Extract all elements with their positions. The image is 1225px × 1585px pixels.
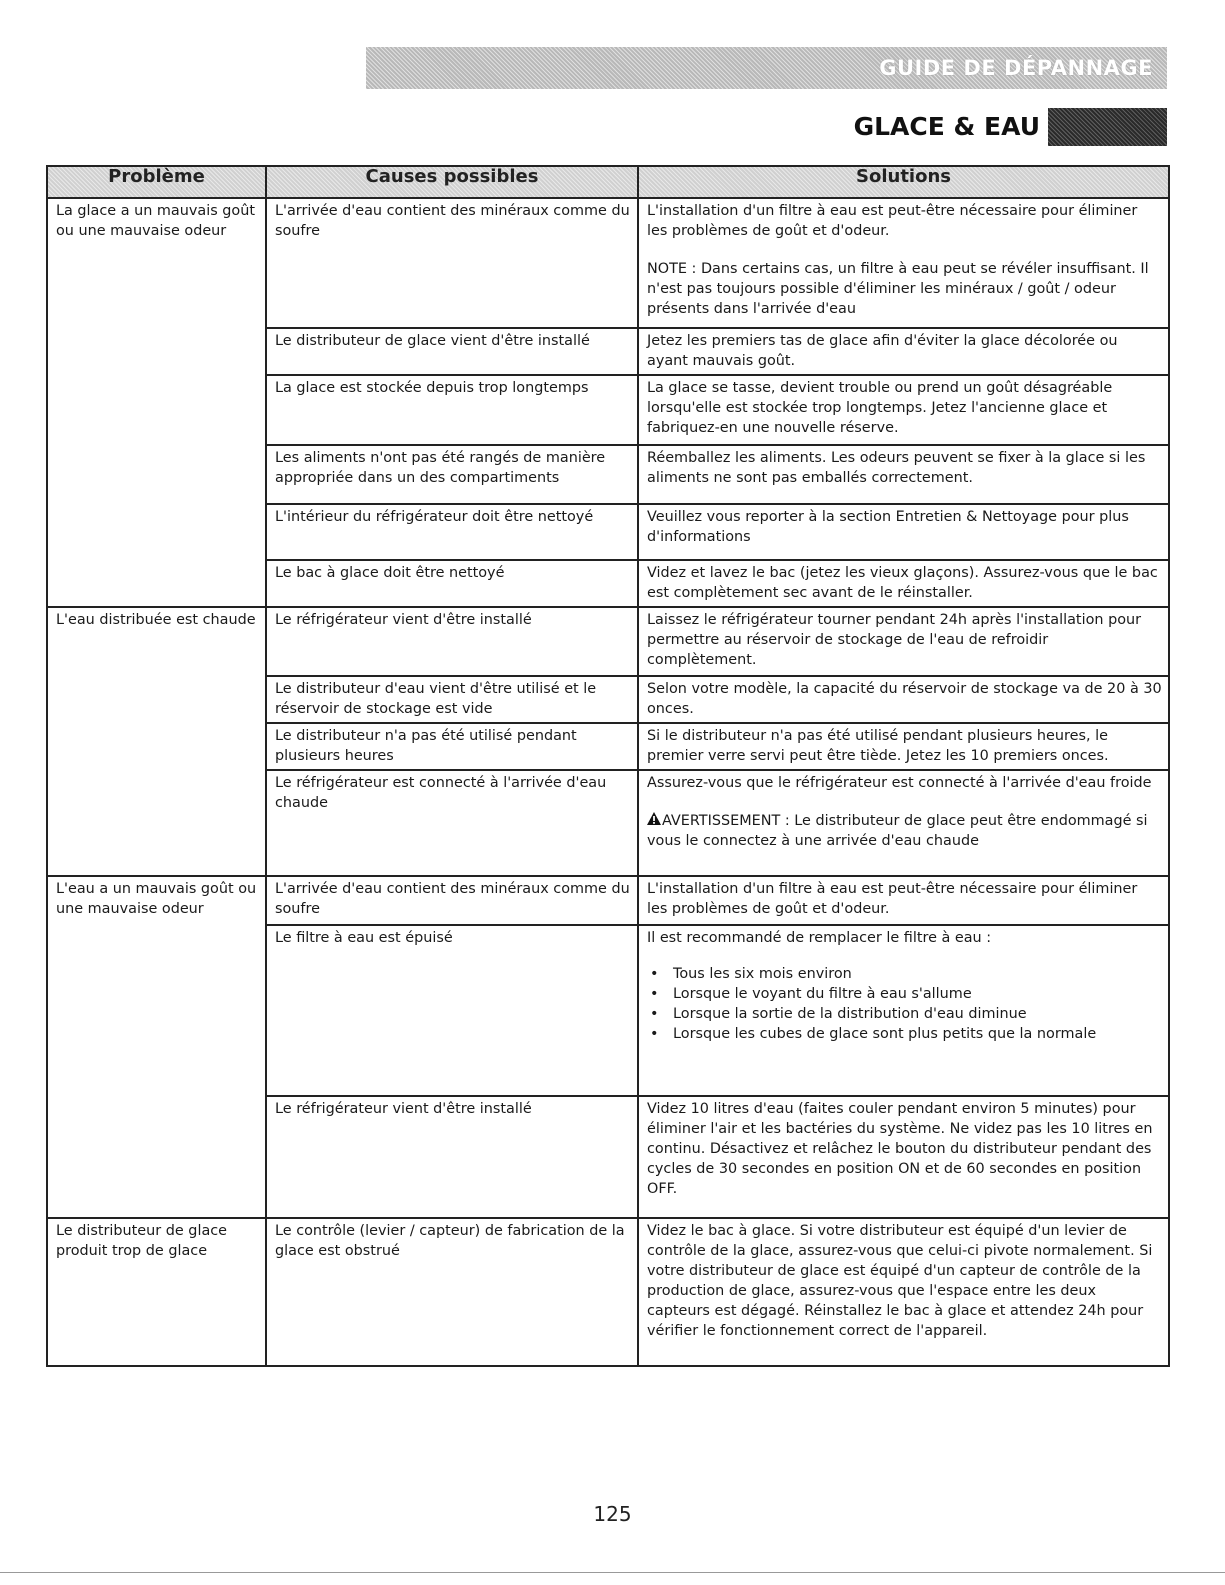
- table-header-row: [47, 166, 1169, 198]
- header-solutions: Solutions: [638, 166, 1169, 198]
- problem-text: Le distributeur de glace produit trop de glace: [56, 1223, 228, 1259]
- cause-text: Le distributeur de glace vient d'être installé: [275, 333, 590, 349]
- table-row: [47, 876, 1169, 925]
- problem-cell: [47, 1218, 266, 1366]
- warning-icon: [647, 811, 661, 831]
- cause-text: Le réfrigérateur vient d'être installé: [275, 612, 532, 628]
- list-item: • Lorsque la sortie de la distribution d'eau diminue: [673, 1004, 1162, 1024]
- cause-cell: [266, 676, 638, 723]
- solution-text: Réemballez les aliments. Les odeurs peuvent se fixer à la glace si les aliments ne sont pas emballés correctement.: [647, 450, 1146, 486]
- problem-cell: [47, 607, 266, 876]
- solution-bullet-list: [647, 964, 1162, 1044]
- cause-text: Le contrôle (levier / capteur) de fabrication de la glace est obstrué: [275, 1223, 625, 1259]
- solution-cell: [638, 876, 1169, 925]
- cause-cell: [266, 607, 638, 676]
- header-problem: Problème: [47, 166, 266, 198]
- cause-text: Le distributeur n'a pas été utilisé pendant plusieurs heures: [275, 728, 577, 764]
- header-causes: Causes possibles: [266, 166, 638, 198]
- solution-text: Assurez-vous que le réfrigérateur est connecté à l'arrivée d'eau froide: [647, 775, 1152, 791]
- solution-cell: [638, 328, 1169, 375]
- solution-cell: [638, 1096, 1169, 1218]
- solution-text: L'installation d'un filtre à eau est peut-être nécessaire pour éliminer les problèmes de goût et d'odeur.: [647, 881, 1138, 917]
- solution-text: Jetez les premiers tas de glace afin d'éviter la glace décolorée ou ayant mauvais goût.: [647, 333, 1118, 369]
- list-item: • Lorsque les cubes de glace sont plus petits que la normale: [673, 1024, 1162, 1044]
- page-number: 125: [593, 1502, 632, 1526]
- page-bottom-divider: [0, 1572, 1225, 1573]
- warning-text: AVERTISSEMENT : Le distributeur de glace peut être endommagé si vous le connectez à une arrivée d'eau chaude: [647, 813, 1148, 849]
- cause-cell: [266, 770, 638, 876]
- problem-text: L'eau distribuée est chaude: [56, 612, 256, 628]
- cause-text: Le distributeur d'eau vient d'être utilisé et le réservoir de stockage est vide: [275, 681, 597, 717]
- solution-cell: [638, 375, 1169, 445]
- banner-title: GUIDE DE DÉPANNAGE: [879, 56, 1153, 80]
- list-item: • Lorsque le voyant du filtre à eau s'allume: [673, 984, 1162, 1004]
- cause-cell: [266, 1218, 638, 1366]
- solution-text: Veuillez vous reporter à la section Entretien & Nettoyage pour plus d'informations: [647, 509, 1129, 545]
- solution-cell: [638, 676, 1169, 723]
- cause-text: Le bac à glace doit être nettoyé: [275, 565, 505, 581]
- section-banner: [366, 47, 1167, 89]
- cause-text: L'intérieur du réfrigérateur doit être nettoyé: [275, 509, 594, 525]
- solution-text: Il est recommandé de remplacer le filtre à eau :: [647, 930, 992, 946]
- solution-text: Videz et lavez le bac (jetez les vieux glaçons). Assurez-vous que le bac est complètement sec avant de le réinstaller.: [647, 565, 1158, 601]
- solution-cell: [638, 770, 1169, 876]
- troubleshooting-table: [46, 165, 1170, 1367]
- solution-cell: [638, 607, 1169, 676]
- solution-text: Videz 10 litres d'eau (faites couler pendant environ 5 minutes) pour éliminer l'air et les bactéries du système. Ne videz pas les 10 litres en continu. Désactivez et relâchez le bouton du distributeur pendant des cycles de 30 secondes en position ON et de 60 secondes en position OFF.: [647, 1101, 1153, 1197]
- cause-cell: [266, 445, 638, 504]
- section-title-block: [1048, 108, 1167, 146]
- solution-cell: [638, 925, 1169, 1096]
- cause-cell: [266, 560, 638, 607]
- solution-cell: [638, 198, 1169, 328]
- solution-text: Selon votre modèle, la capacité du réservoir de stockage va de 20 à 30 onces.: [647, 681, 1162, 717]
- cause-cell: [266, 925, 638, 1096]
- solution-text: L'installation d'un filtre à eau est peut-être nécessaire pour éliminer les problèmes de goût et d'odeur.: [647, 203, 1138, 239]
- solution-text: La glace se tasse, devient trouble ou prend un goût désagréable lorsqu'elle est stockée trop longtemps. Jetez l'ancienne glace et fabriquez-en une nouvelle réserve.: [647, 380, 1113, 436]
- problem-text: L'eau a un mauvais goût ou une mauvaise odeur: [56, 881, 257, 917]
- cause-cell: [266, 328, 638, 375]
- solution-cell: [638, 560, 1169, 607]
- cause-cell: [266, 876, 638, 925]
- table-row: [47, 607, 1169, 676]
- cause-cell: [266, 375, 638, 445]
- solution-cell: [638, 723, 1169, 770]
- section-title: GLACE & EAU: [853, 112, 1040, 141]
- cause-cell: [266, 723, 638, 770]
- cause-cell: [266, 504, 638, 560]
- solution-cell: [638, 445, 1169, 504]
- solution-cell: [638, 504, 1169, 560]
- cause-text: Le réfrigérateur vient d'être installé: [275, 1101, 532, 1117]
- cause-text: La glace est stockée depuis trop longtemps: [275, 380, 589, 396]
- problem-cell: [47, 876, 266, 1218]
- solution-cell: [638, 1218, 1169, 1366]
- cause-text: Les aliments n'ont pas été rangés de manière appropriée dans un des compartiments: [275, 450, 606, 486]
- problem-cell: [47, 198, 266, 607]
- cause-text: Le filtre à eau est épuisé: [275, 930, 453, 946]
- list-item: • Tous les six mois environ: [673, 964, 1162, 984]
- warning-paragraph: [647, 811, 1162, 851]
- cause-text: L'arrivée d'eau contient des minéraux comme du soufre: [275, 203, 630, 239]
- solution-note: NOTE : Dans certains cas, un filtre à eau peut se révéler insuffisant. Il n'est pas toujours possible d'éliminer les minéraux / goût / odeur présents dans l'arrivée d'eau: [647, 261, 1149, 317]
- cause-cell: [266, 198, 638, 328]
- problem-text: La glace a un mauvais goût ou une mauvaise odeur: [56, 203, 255, 239]
- table-row: [47, 1218, 1169, 1366]
- cause-text: L'arrivée d'eau contient des minéraux comme du soufre: [275, 881, 630, 917]
- solution-text: Laissez le réfrigérateur tourner pendant 24h après l'installation pour permettre au réservoir de stockage de l'eau de refroidir complètement.: [647, 612, 1142, 668]
- cause-text: Le réfrigérateur est connecté à l'arrivée d'eau chaude: [275, 775, 607, 811]
- cause-cell: [266, 1096, 638, 1218]
- solution-text: Si le distributeur n'a pas été utilisé pendant plusieurs heures, le premier verre servi peut être tiède. Jetez les 10 premiers onces.: [647, 728, 1109, 764]
- table-row: [47, 198, 1169, 328]
- solution-text: Videz le bac à glace. Si votre distributeur est équipé d'un levier de contrôle de la glace, assurez-vous que celui-ci pivote normalement. Si votre distributeur de glace est équipé d'un capteur de contrôle de la production de glace, assurez-vous que l'espace entre les deux capteurs est dégagé. Réinstallez le bac à glace et attendez 24h pour vérifier le fonctionnement correct de l'appareil.: [647, 1223, 1153, 1339]
